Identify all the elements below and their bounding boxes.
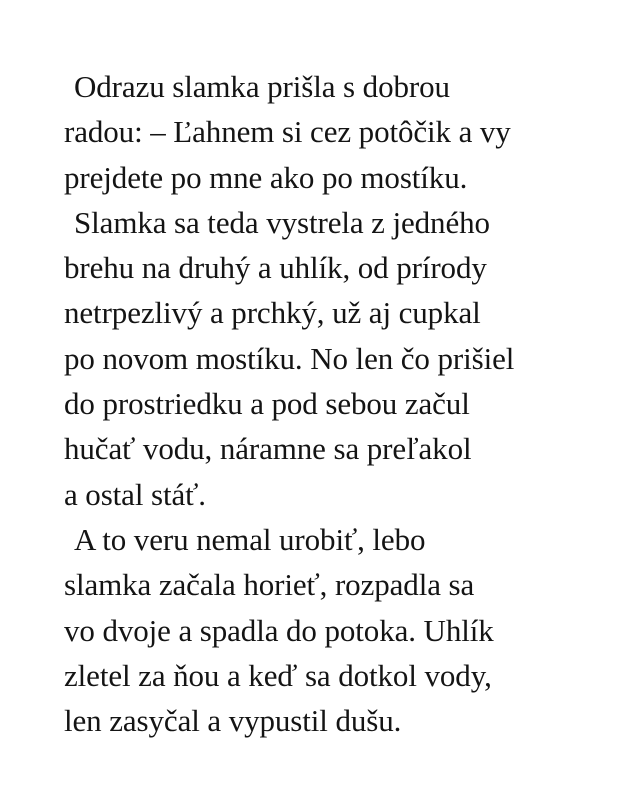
text-line: a ostal stáť. (64, 476, 206, 512)
text-line: slamka začala horieť, rozpadla sa (64, 567, 475, 603)
text-line: netrpezlivý a prchký, už aj cupkal (64, 295, 481, 331)
text-line: vo dvoje a spadla do potoka. Uhlík (64, 612, 494, 648)
text-line: A to veru nemal urobiť, lebo (74, 521, 426, 557)
text-line: radou: – Ľahnem si cez potôčik a vy (64, 114, 511, 150)
text-line: len zasyčal a vypustil dušu. (64, 703, 402, 739)
text-line: Odrazu slamka prišla s dobrou (74, 69, 450, 104)
paragraph-2 (64, 200, 624, 517)
text-line: Slamka sa teda vystrela z jedného (74, 204, 490, 240)
text-line: zletel za ňou a keď sa dotkol vody, (64, 657, 492, 693)
text-line: po novom mostíku. No len čo prišiel (64, 340, 515, 376)
text-line: prejdete po mne ako po mostíku. (64, 159, 468, 195)
paragraph-3 (64, 517, 624, 743)
text-line: hučať vodu, náramne sa preľakol (64, 431, 472, 467)
paragraph-1 (64, 64, 624, 200)
story-text (64, 64, 624, 743)
text-line: do prostriedku a pod sebou začul (64, 386, 470, 422)
text-line: brehu na druhý a uhlík, od prírody (64, 250, 487, 286)
